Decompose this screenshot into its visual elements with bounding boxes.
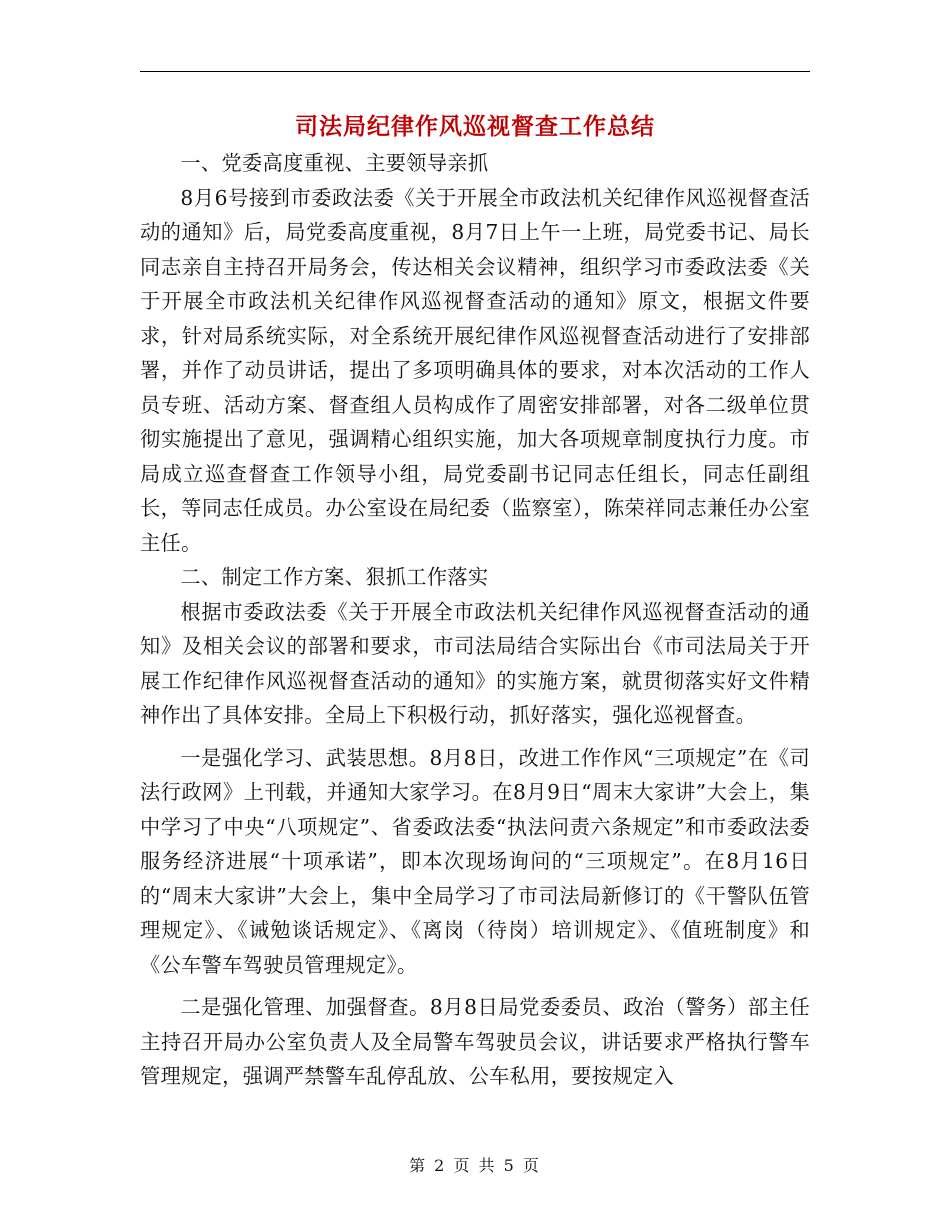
body-paragraph-2: 根据市委政法委《关于开展全市政法机关纪律作风巡视督查活动的通知》及相关会议的部署和要求，市司法局结合实际出台《市司法局关于开展工作纪律作风巡视督查活动的通知》的实施方案，就贯彻落实好文件精神作出了具体安排。全局上下积极行动，抓好落实，强化巡视督查。 (140, 599, 810, 727)
document-title: 司法局纪律作风巡视督查工作总结 (295, 113, 655, 140)
section-heading-2: 二、制定工作方案、狠抓工作落实 (180, 565, 489, 589)
section-heading-1: 一、党委高度重视、主要领导亲抓 (180, 151, 489, 175)
header-rule (140, 71, 810, 72)
body-paragraph-4: 二是强化管理、加强督查。8月8日局党委委员、政治（警务）部主任主持召开局办公室负责人及全局警车驾驶员会议，讲话要求严格执行警车管理规定，强调严禁警车乱停乱放、公车私用，要按规定入 (140, 995, 810, 1088)
body-paragraph-3: 一是强化学习、武装思想。8月8日，改进工作作风“三项规定”在《司法行政网》上刊载，并通知大家学习。在8月9日“周末大家讲”大会上，集中学习了中央“八项规定”、省委政法委“执法问责六条规定”和市委政法委服务经济进展“十项承诺”，即本次现场询问的“三项规定”。在8月16日的“周末大家讲”大会上，集中全局学习了市司法局新修订的《干警队伍管理规定》、《诫勉谈话规定》、《离岗（待岗）培训规定》、《值班制度》和《公车警车驾驶员管理规定》。 (140, 745, 810, 977)
document-body (140, 146, 810, 1094)
body-paragraph-1: 8月6号接到市委政法委《关于开展全市政法机关纪律作风巡视督查活动的通知》后，局党委高度重视，8月7日上午一上班，局党委书记、局长同志亲自主持召开局务会，传达相关会议精神，组织学习市委政法委《关于开展全市政法机关纪律作风巡视督查活动的通知》原文，根据文件要求，针对局系统实际，对全系统开展纪律作风巡视督查活动进行了安排部署，并作了动员讲话，提出了多项明确具体的要求，对本次活动的工作人员专班、活动方案、督查组人员构成作了周密安排部署，对各二级单位贯彻实施提出了意见，强调精心组织实施，加大各项规章制度执行力度。市局成立巡查督查工作领导小组，局党委副书记同志任组长，同志任副组长，等同志任成员。办公室设在局纪委（监察室），陈荣祥同志兼任办公室主任。 (140, 185, 810, 555)
page-number: 第 2 页 共 5 页 (409, 1156, 541, 1175)
